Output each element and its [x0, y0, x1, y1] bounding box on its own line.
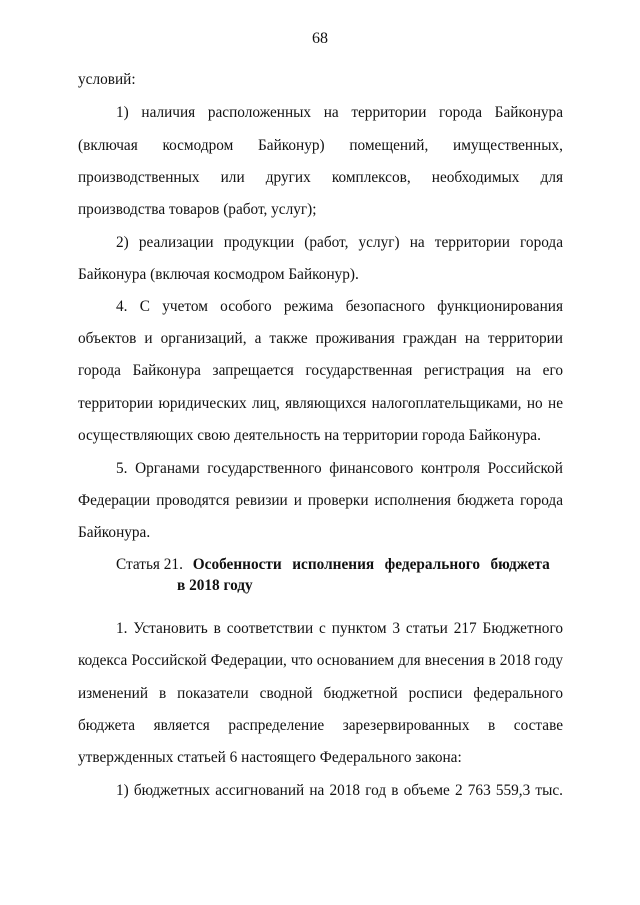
- text-line: утвержденных статьей 6 настоящего Федерального закона:: [78, 749, 462, 766]
- article-label: Статья 21.: [116, 556, 183, 573]
- text-line: бюджета является распределение зарезервированных в составе: [78, 717, 563, 734]
- text-line: территории юридических лиц, являющихся налогоплательщиками, но не: [78, 395, 563, 412]
- text-line: города Байконура запрещается государственная регистрация на его: [78, 362, 563, 379]
- page-number: 68: [312, 30, 328, 47]
- text-line: Байконура.: [78, 524, 151, 541]
- text-line: производственных или других комплексов, необходимых для: [78, 169, 563, 186]
- text-line: объектов и организаций, а также проживания граждан на территории: [78, 330, 563, 347]
- text-line: 1) наличия расположенных на территории города Байконура: [116, 104, 563, 121]
- text-line: 2) реализации продукции (работ, услуг) на территории города: [116, 234, 563, 251]
- text-line: 4. С учетом особого режима безопасного функционирования: [116, 298, 563, 315]
- text-line: производства товаров (работ, услуг);: [78, 201, 317, 218]
- text-line: (включая космодром Байконур) помещений, имущественных,: [78, 137, 563, 154]
- text-line: Федерации проводятся ревизии и проверки исполнения бюджета города: [78, 492, 563, 509]
- text-line: осуществляющих свою деятельность на территории города Байконура.: [78, 427, 541, 444]
- text-line: 5. Органами государственного финансового контроля Российской: [116, 460, 563, 477]
- text-line: кодекса Российской Федерации, что основанием для внесения в 2018 году: [78, 652, 563, 669]
- text-line: изменений в показатели сводной бюджетной росписи федерального: [78, 685, 563, 702]
- article-title: Особенности исполнения федерального бюджета: [192, 556, 550, 573]
- text-line: Байконура (включая космодром Байконур).: [78, 266, 359, 283]
- text-line: 1) бюджетных ассигнований на 2018 год в объеме 2 763 559,3 тыс.: [116, 782, 563, 799]
- article-title-continued: в 2018 году: [177, 577, 253, 594]
- text-line: условий:: [78, 71, 136, 88]
- text-line: 1. Установить в соответствии с пунктом 3 статьи 217 Бюджетного: [116, 620, 563, 637]
- article-heading: [116, 555, 563, 575]
